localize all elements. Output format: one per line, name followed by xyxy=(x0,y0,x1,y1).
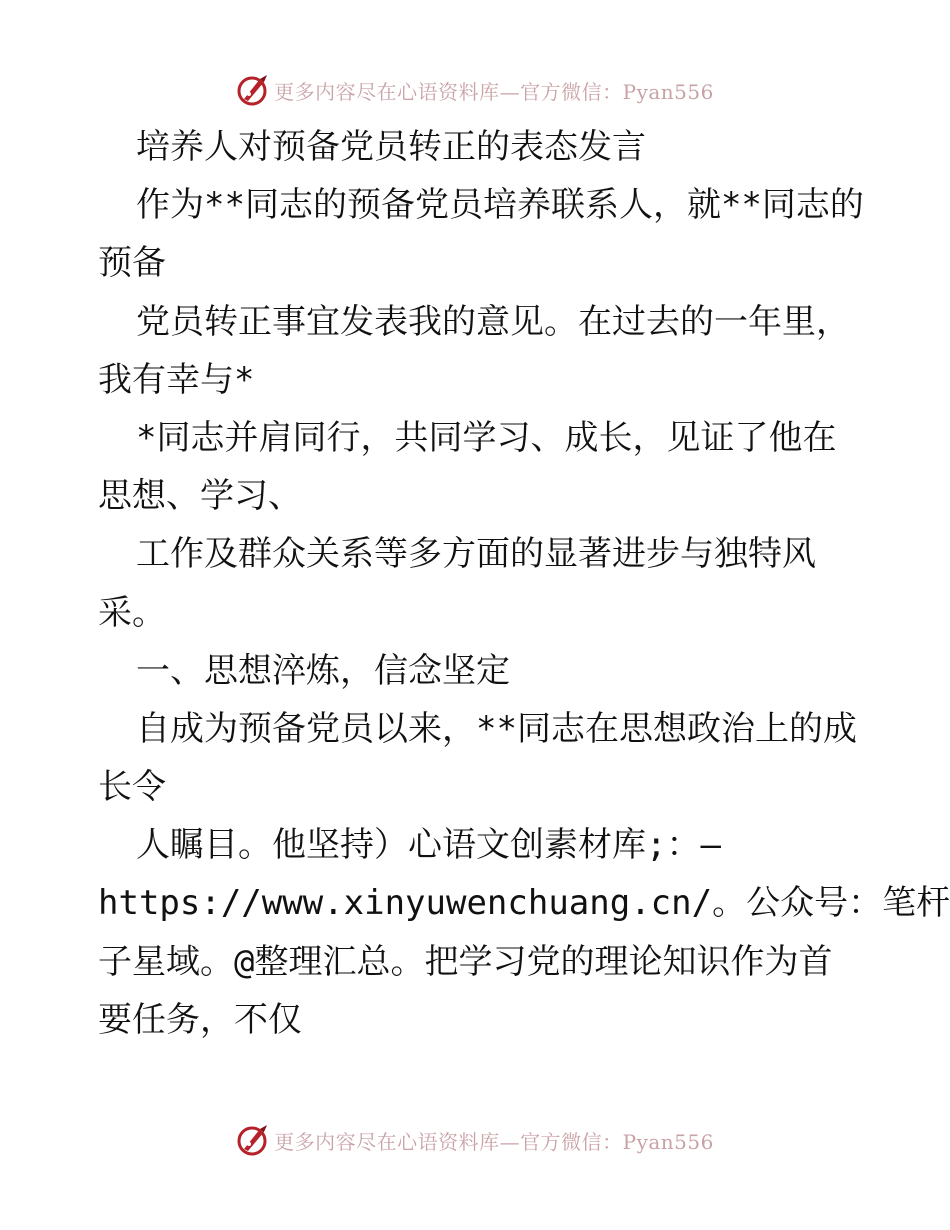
paragraph-line: 长令 xyxy=(98,767,166,808)
header-banner[interactable] xyxy=(0,70,950,110)
paragraph-line: 作为**同志的预备党员培养联系人，就**同志的 xyxy=(136,185,864,226)
paragraph-line: 要任务，不仅 xyxy=(98,999,302,1040)
quill-pen-icon xyxy=(236,1123,270,1157)
paragraph-line: 人瞩目。他坚持）心语文创素材库;：— xyxy=(136,825,721,866)
paragraph-line: 采。 xyxy=(98,592,166,633)
paragraph-line: https://www.xinyuwenchuang.cn/。公众号：笔杆 xyxy=(98,883,950,924)
section-heading: 一、思想淬炼，信念坚定 xyxy=(136,650,510,691)
paragraph-line: *同志并肩同行，共同学习、成长，见证了他在 xyxy=(136,417,837,458)
quill-pen-icon xyxy=(236,73,270,107)
paragraph-line: 思想、学习、 xyxy=(98,476,302,517)
document-body xyxy=(98,118,950,1049)
paragraph-line: 我有幸与* xyxy=(98,359,255,400)
banner-text: 更多内容尽在心语资料库—官方微信：Pyan556 xyxy=(274,79,714,104)
paragraph-line: 自成为预备党员以来，**同志在思想政治上的成 xyxy=(136,708,857,749)
paragraph-line: 工作及群众关系等多方面的显著进步与独特风 xyxy=(136,534,816,575)
paragraph-line: 党员转正事宜发表我的意见。在过去的一年里， xyxy=(136,301,850,342)
paragraph-line: 预备 xyxy=(98,243,166,284)
footer-banner[interactable] xyxy=(0,1120,950,1160)
banner-text: 更多内容尽在心语资料库—官方微信：Pyan556 xyxy=(274,1129,714,1154)
paragraph-line: 子星域。@整理汇总。把学习党的理论知识作为首 xyxy=(98,941,833,982)
document-title: 培养人对预备党员转正的表态发言 xyxy=(136,127,646,167)
